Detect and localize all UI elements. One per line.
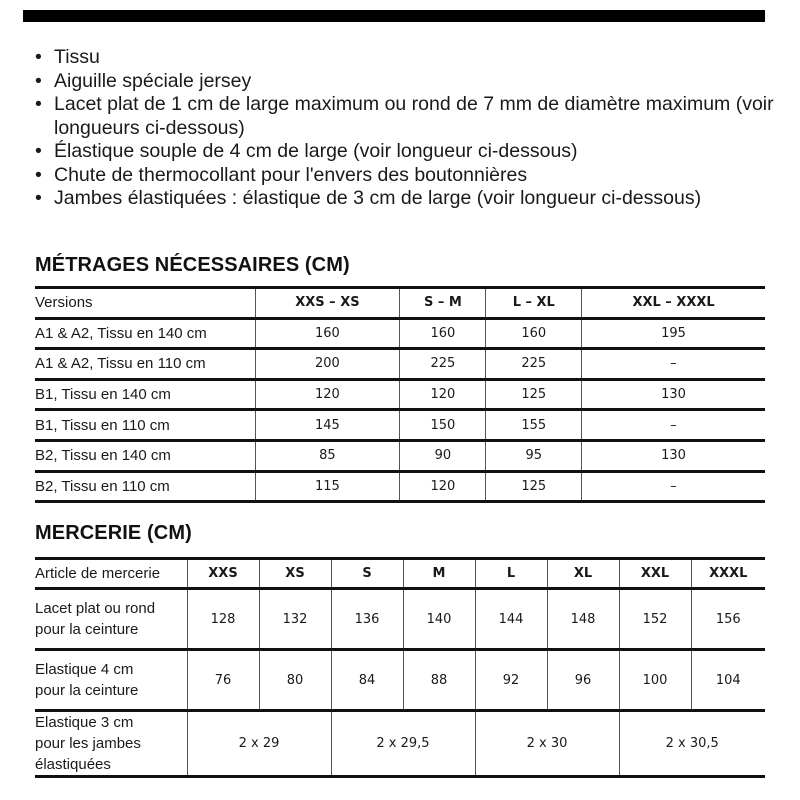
row-label: [35, 711, 187, 777]
column-header: L – XL: [486, 288, 582, 319]
row-label: [35, 650, 187, 711]
table-cell: 120: [255, 379, 400, 410]
row-label-line: pour la ceinture: [35, 682, 139, 699]
column-header: S – M: [400, 288, 486, 319]
row-label: [35, 589, 187, 650]
table-cell: 120: [400, 471, 486, 502]
column-header: XXL – XXXL: [582, 288, 765, 319]
table-cell: 195: [582, 318, 765, 349]
table-cell: 2 x 30,5: [619, 711, 765, 777]
table-cell: 88: [403, 650, 475, 711]
table-cell: 130: [582, 440, 765, 471]
table-row: [35, 650, 765, 711]
row-label: A1 & A2, Tissu en 110 cm: [35, 355, 206, 373]
table-header-row: [35, 288, 765, 319]
column-header: Article de mercerie: [35, 565, 161, 582]
table-cell: 90: [400, 440, 486, 471]
metrages-title: MÉTRAGES NÉCESSAIRES (CM): [35, 254, 350, 276]
column-header: XXXL: [691, 559, 765, 589]
table-cell: 125: [486, 379, 582, 410]
table-cell: 136: [331, 589, 403, 650]
table-cell: 115: [255, 471, 400, 502]
supplies-item: • Tissu: [35, 46, 795, 70]
row-label-line: pour la ceinture: [35, 621, 139, 638]
column-header: XXS – XS: [255, 288, 400, 319]
mercerie-table: [35, 557, 765, 778]
table-cell: 104: [691, 650, 765, 711]
row-label: B2, Tissu en 140 cm: [35, 447, 171, 465]
table-cell: 152: [619, 589, 691, 650]
table-cell: 100: [619, 650, 691, 711]
table-cell: 225: [400, 349, 486, 380]
table-header-row: [35, 559, 765, 589]
row-label-line: Lacet plat ou rond: [35, 600, 156, 617]
table-cell: 76: [187, 650, 259, 711]
table-cell: 128: [187, 589, 259, 650]
table-cell: 150: [400, 410, 486, 441]
table-cell: 2 x 29: [187, 711, 331, 777]
table-cell: 156: [691, 589, 765, 650]
column-header: L: [475, 559, 547, 589]
column-header: XL: [547, 559, 619, 589]
table-cell: 125: [486, 471, 582, 502]
table-cell: 80: [259, 650, 331, 711]
table-cell: 144: [475, 589, 547, 650]
supplies-item: • Chute de thermocollant pour l'envers des boutonnières: [35, 164, 795, 188]
table-row: [35, 318, 765, 349]
table-cell: 120: [400, 379, 486, 410]
row-label-line: Elastique 4 cm: [35, 661, 134, 678]
table-cell: 92: [475, 650, 547, 711]
table-cell: 85: [255, 440, 400, 471]
table-cell: 2 x 29,5: [331, 711, 475, 777]
table-row: [35, 589, 765, 650]
supplies-item: • Aiguille spéciale jersey: [35, 70, 795, 94]
column-header: M: [403, 559, 475, 589]
table-row: [35, 440, 765, 471]
table-cell: 225: [486, 349, 582, 380]
table-row: [35, 471, 765, 502]
supplies-item: • Lacet plat de 1 cm de large maximum ou rond de 7 mm de diamètre maximum (voir longueurs ci-dessous): [35, 93, 795, 140]
table-cell: 84: [331, 650, 403, 711]
table-cell: –: [582, 410, 765, 441]
header-bar: [23, 10, 765, 22]
table-cell: 2 x 30: [475, 711, 619, 777]
table-cell: 96: [547, 650, 619, 711]
column-header: XXL: [619, 559, 691, 589]
table-cell: 160: [255, 318, 400, 349]
table-cell: 200: [255, 349, 400, 380]
row-label-line: pour les jambes: [35, 735, 141, 752]
row-label-line: Elastique 3 cm: [35, 714, 134, 731]
table-row: [35, 410, 765, 441]
row-label: B2, Tissu en 110 cm: [35, 477, 170, 495]
table-cell: 130: [582, 379, 765, 410]
mercerie-title: MERCERIE (CM): [35, 522, 192, 544]
metrages-table: [35, 286, 765, 503]
column-header: Versions: [35, 294, 93, 312]
row-label: A1 & A2, Tissu en 140 cm: [35, 324, 207, 342]
table-cell: 160: [400, 318, 486, 349]
column-header: S: [331, 559, 403, 589]
table-cell: 95: [486, 440, 582, 471]
table-cell: 160: [486, 318, 582, 349]
table-cell: 140: [403, 589, 475, 650]
column-header: XXS: [187, 559, 259, 589]
row-label: B1, Tissu en 110 cm: [35, 416, 170, 434]
table-row: [35, 379, 765, 410]
table-cell: –: [582, 349, 765, 380]
table-cell: 145: [255, 410, 400, 441]
table-row: [35, 711, 765, 777]
table-row: [35, 349, 765, 380]
table-cell: 148: [547, 589, 619, 650]
column-header: XS: [259, 559, 331, 589]
row-label-line: élastiquées: [35, 756, 111, 773]
supplies-item: • Élastique souple de 4 cm de large (voir longueur ci-dessous): [35, 140, 795, 164]
supplies-list: [35, 46, 795, 211]
supplies-item: • Jambes élastiquées : élastique de 3 cm de large (voir longueur ci-dessous): [35, 187, 795, 211]
table-cell: –: [582, 471, 765, 502]
table-cell: 155: [486, 410, 582, 441]
table-cell: 132: [259, 589, 331, 650]
row-label: B1, Tissu en 140 cm: [35, 386, 171, 404]
